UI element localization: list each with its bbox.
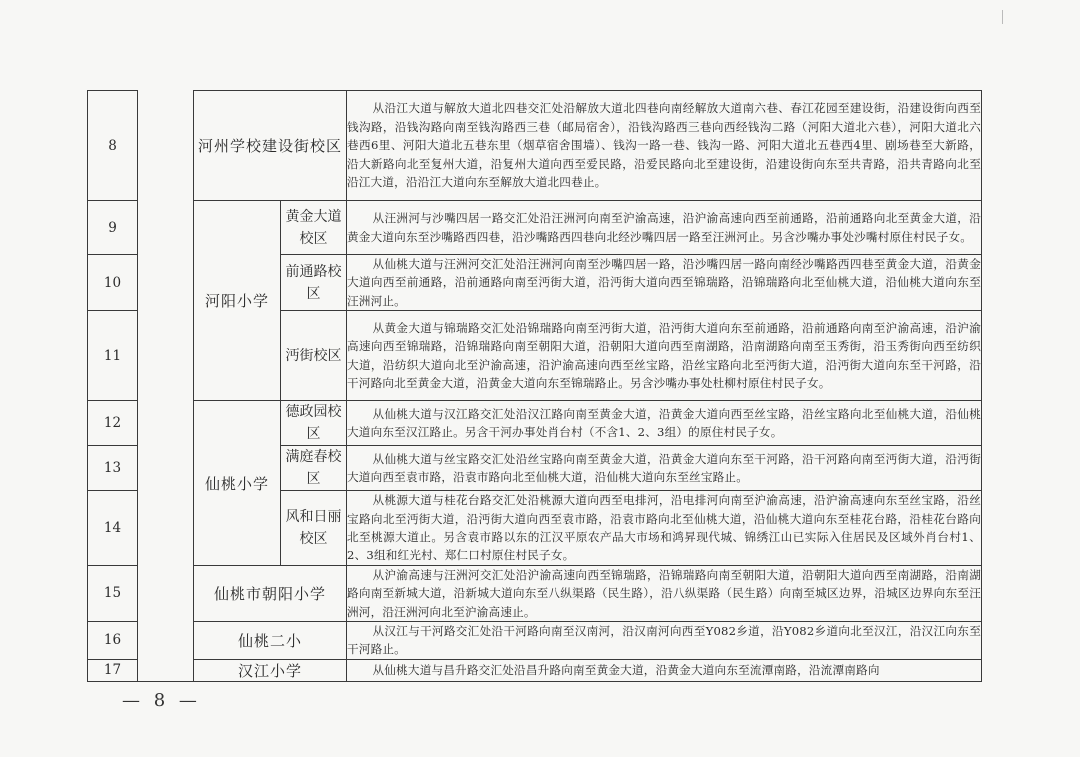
zone-description: 从仙桃大道与汪洲河交汇处沿汪洲河向南至沙嘴四居一路，沿沙嘴四居一路向南经沙嘴路西四巷至黄金大道，沿黄金大道向西至前通路，沿前通路向南至沔街大道，沿沔街大道向西至锦瑞路，沿锦瑞路向北至仙桃大道，沿仙桃大道向东至汪洲河止。 (347, 255, 982, 311)
school-name: 河州学校建设街校区 (194, 91, 347, 201)
table-row (88, 401, 982, 446)
blank-column (138, 91, 194, 682)
campus-name: 风和日丽校区 (281, 491, 347, 566)
school-name: 汉江小学 (194, 659, 347, 681)
table-row (88, 91, 982, 201)
school-name: 仙桃二小 (194, 622, 347, 660)
zone-description: 从仙桃大道与昌升路交汇处沿昌升路向南至黄金大道，沿黄金大道向东至流潭南路，沿流潭南路向 (347, 659, 982, 681)
row-number: 9 (88, 201, 138, 255)
zone-description: 从汉江与干河路交汇处沿干河路向南至汉南河，沿汉南河向西至Y082乡道，沿Y082乡道向北至汉江，沿汉江向东至干河路止。 (347, 622, 982, 660)
row-number: 16 (88, 622, 138, 660)
campus-name: 前通路校区 (281, 255, 347, 311)
zone-description: 从沿江大道与解放大道北四巷交汇处沿解放大道北四巷向南经解放大道南六巷、春江花园至建设街，沿建设街向西至钱沟路，沿钱沟路向南至钱沟路西三巷（邮局宿舍），沿钱沟路西三巷向西经钱沟二路（河阳大道北六巷），河阳大道北六巷西6里、河阳大道北五巷东里（烟草宿舍围墙）、钱沟一路一巷、钱沟一路、河阳大道北五巷西4里、剧场巷至大新路，沿大新路向北至复州大道，沿复州大道向西至爱民路，沿爱民路向北至建设街，沿建设街向东至共青路，沿共青路向北至沿江大道，沿沿江大道向东至解放大道北四巷止。 (347, 91, 982, 201)
row-number: 17 (88, 659, 138, 681)
zone-description: 从沪渝高速与汪洲河交汇处沿沪渝高速向西至锦瑞路，沿锦瑞路向南至朝阳大道，沿朝阳大道向西至南湖路，沿南湖路向南至新城大道，沿新城大道向东至八纵渠路（民生路），沿八纵渠路（民生路）向南至城区边界，沿城区边界向东至汪洲河，沿汪洲河向北至沪渝高速止。 (347, 565, 982, 621)
page-number: — 8 — (122, 690, 201, 711)
row-number: 13 (88, 446, 138, 491)
row-number: 15 (88, 565, 138, 621)
row-number: 11 (88, 311, 138, 401)
zone-description: 从仙桃大道与丝宝路交汇处沿丝宝路向南至黄金大道，沿黄金大道向东至干河路，沿干河路向南至沔街大道，沿沔街大道向西至袁市路，沿袁市路向北至仙桃大道，沿仙桃大道向东至丝宝路止。 (347, 446, 982, 491)
campus-name: 沔街校区 (281, 311, 347, 401)
table-row (88, 565, 982, 621)
school-name: 河阳小学 (194, 201, 281, 401)
row-number: 10 (88, 255, 138, 311)
table-row (88, 201, 982, 255)
row-number: 8 (88, 91, 138, 201)
zoning-table (87, 90, 982, 682)
campus-name: 满庭春校区 (281, 446, 347, 491)
school-name: 仙桃市朝阳小学 (194, 565, 347, 621)
zone-description: 从桃源大道与桂花台路交汇处沿桃源大道向西至电排河，沿电排河向南至沪渝高速，沿沪渝高速向东至丝宝路，沿丝宝路向北至沔街大道，沿沔街大道向西至袁市路，沿袁市路向北至仙桃大道，沿仙桃大道向东至桂花台路，沿桂花台路向北至桃源大道止。另含袁市路以东的江汉平原农产品大市场和鸿昇现代城、锦绣江山已实际入住居民及区域外肖台村1、2、3组和红光村、郑仁口村原住村民子女。 (347, 491, 982, 566)
table-row (88, 659, 982, 681)
row-number: 14 (88, 491, 138, 566)
table-row (88, 622, 982, 660)
school-name: 仙桃小学 (194, 401, 281, 566)
zone-description: 从汪洲河与沙嘴四居一路交汇处沿汪洲河向南至沪渝高速，沿沪渝高速向西至前通路，沿前通路向北至黄金大道，沿黄金大道向东至沙嘴路西四巷，沿沙嘴路西四巷向北经沙嘴四居一路至汪洲河止。另含沙嘴办事处沙嘴村原住村民子女。 (347, 201, 982, 255)
zone-description: 从仙桃大道与汉江路交汇处沿汉江路向南至黄金大道，沿黄金大道向西至丝宝路，沿丝宝路向北至仙桃大道，沿仙桃大道向东至汉江路止。另含干河办事处肖台村（不含1、2、3组）的原住村民子女。 (347, 401, 982, 446)
campus-name: 德政园校区 (281, 401, 347, 446)
zone-description: 从黄金大道与锦瑞路交汇处沿锦瑞路向南至沔街大道，沿沔街大道向东至前通路，沿前通路向南至沪渝高速，沿沪渝高速向西至锦瑞路，沿锦瑞路向南至朝阳大道，沿朝阳大道向西至南湖路，沿南湖路向南至玉秀街，沿玉秀街向西至纺织大道，沿纺织大道向北至沪渝高速，沿沪渝高速向西至丝宝路，沿丝宝路向北至沔街大道，沿沔街大道向东至干河路，沿干河路向北至黄金大道，沿黄金大道向东至锦瑞路止。另含沙嘴办事处杜柳村原住村民子女。 (347, 311, 982, 401)
campus-name: 黄金大道校区 (281, 201, 347, 255)
row-number: 12 (88, 401, 138, 446)
scan-mark (1002, 10, 1003, 24)
